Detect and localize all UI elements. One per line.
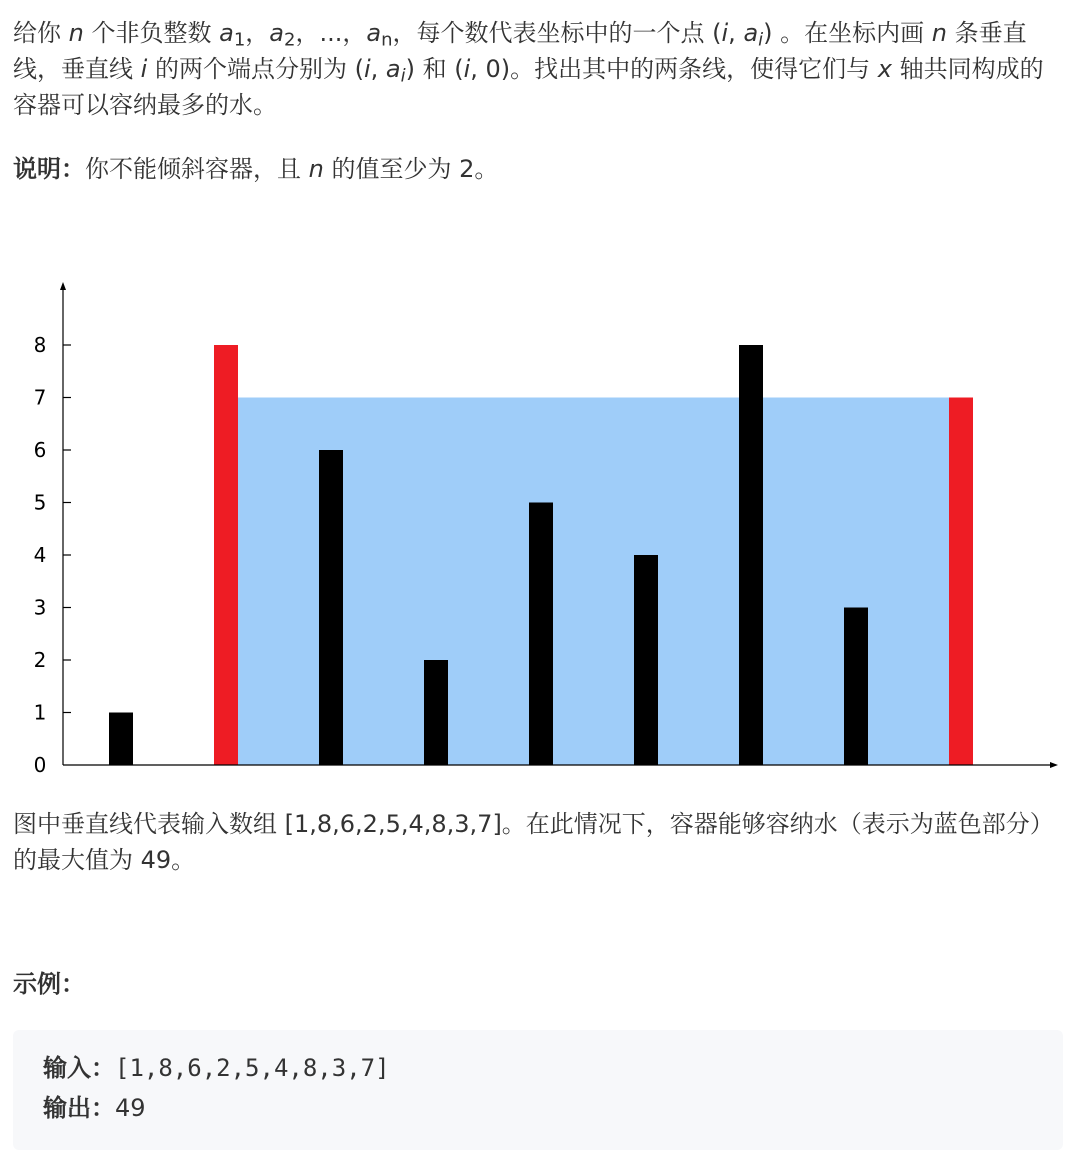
intro-text: ，每个数代表坐标中的一个点 ( (392, 19, 722, 47)
note-label: 说明： (13, 155, 85, 183)
var-a: a (366, 19, 382, 47)
container-wall-bar (949, 398, 973, 766)
subscript: 2 (284, 29, 296, 51)
intro-text: 条垂直线，垂直线 (13, 19, 1027, 83)
subscript: i (758, 29, 764, 51)
y-axis-arrow (60, 282, 66, 290)
y-tick-label: 3 (33, 595, 47, 620)
var-a: a (269, 19, 285, 47)
var-a: a (743, 19, 759, 47)
intro-text: ，...， (295, 19, 367, 47)
var-n: n (68, 19, 84, 47)
note-text: 的值至少为 2。 (323, 155, 499, 183)
intro-text: 的两个端点分别为 ( (147, 55, 364, 83)
output-value: 49 (115, 1094, 146, 1122)
intro-text: , 0)。找出其中的两条线，使得它们与 (470, 55, 878, 83)
y-tick-label: 1 (33, 700, 47, 725)
var-i: i (363, 55, 371, 83)
y-tick-label: 4 (33, 543, 47, 567)
bar (109, 713, 133, 766)
note-paragraph (13, 151, 1064, 187)
var-x: x (877, 55, 892, 83)
intro-text: ) 。在坐标内画 (763, 19, 932, 47)
intro-text: 给你 (13, 19, 69, 47)
y-tick-label: 8 (33, 333, 47, 357)
water-area (238, 398, 949, 766)
subscript: 1 (233, 29, 246, 51)
bar (319, 450, 343, 765)
x-axis-arrow (1050, 762, 1058, 768)
figure-caption: 图中垂直线代表输入数组 [1,8,6,2,5,4,8,3,7]。在此情况下，容器能够容纳水（表示为蓝色部分）的最大值为 49。 (13, 810, 1054, 874)
intro-text: ， (245, 19, 270, 47)
var-i: i (463, 55, 471, 83)
var-n: n (931, 19, 948, 47)
subscript: n (381, 29, 393, 51)
bar (529, 503, 553, 766)
container-chart (0, 270, 1086, 785)
y-tick-label: 5 (33, 490, 47, 515)
y-tick-label: 0 (33, 753, 47, 777)
bar (424, 660, 448, 765)
example-code-block (13, 1030, 1063, 1150)
note-text: 你不能倾斜容器，且 (85, 155, 309, 183)
intro-text: , (370, 55, 386, 83)
bar (634, 555, 658, 765)
intro-text: 个非负整数 (83, 19, 220, 47)
input-label: 输入： (43, 1054, 115, 1082)
var-i: i (140, 55, 148, 83)
bar (739, 345, 763, 765)
intro-text: ) 和 ( (405, 55, 464, 83)
var-n: n (308, 155, 324, 183)
y-tick-label: 6 (33, 438, 47, 462)
var-a: a (385, 55, 401, 83)
y-tick-label: 2 (33, 648, 47, 672)
bar (844, 608, 868, 766)
subscript: i (400, 65, 406, 87)
problem-description (13, 15, 1064, 123)
example-output-line (43, 1090, 146, 1126)
var-i: i (721, 19, 729, 47)
var-a: a (219, 19, 234, 47)
example-heading: 示例： (13, 970, 85, 998)
intro-text: 轴共同构成的容器可以容纳最多的水。 (13, 55, 1044, 119)
container-wall-bar (214, 345, 238, 765)
output-label: 输出： (43, 1094, 115, 1122)
example-input-line (43, 1050, 390, 1086)
intro-text: , (728, 19, 744, 47)
input-value: [1,8,6,2,5,4,8,3,7] (115, 1054, 390, 1082)
y-tick-label: 7 (33, 385, 47, 410)
